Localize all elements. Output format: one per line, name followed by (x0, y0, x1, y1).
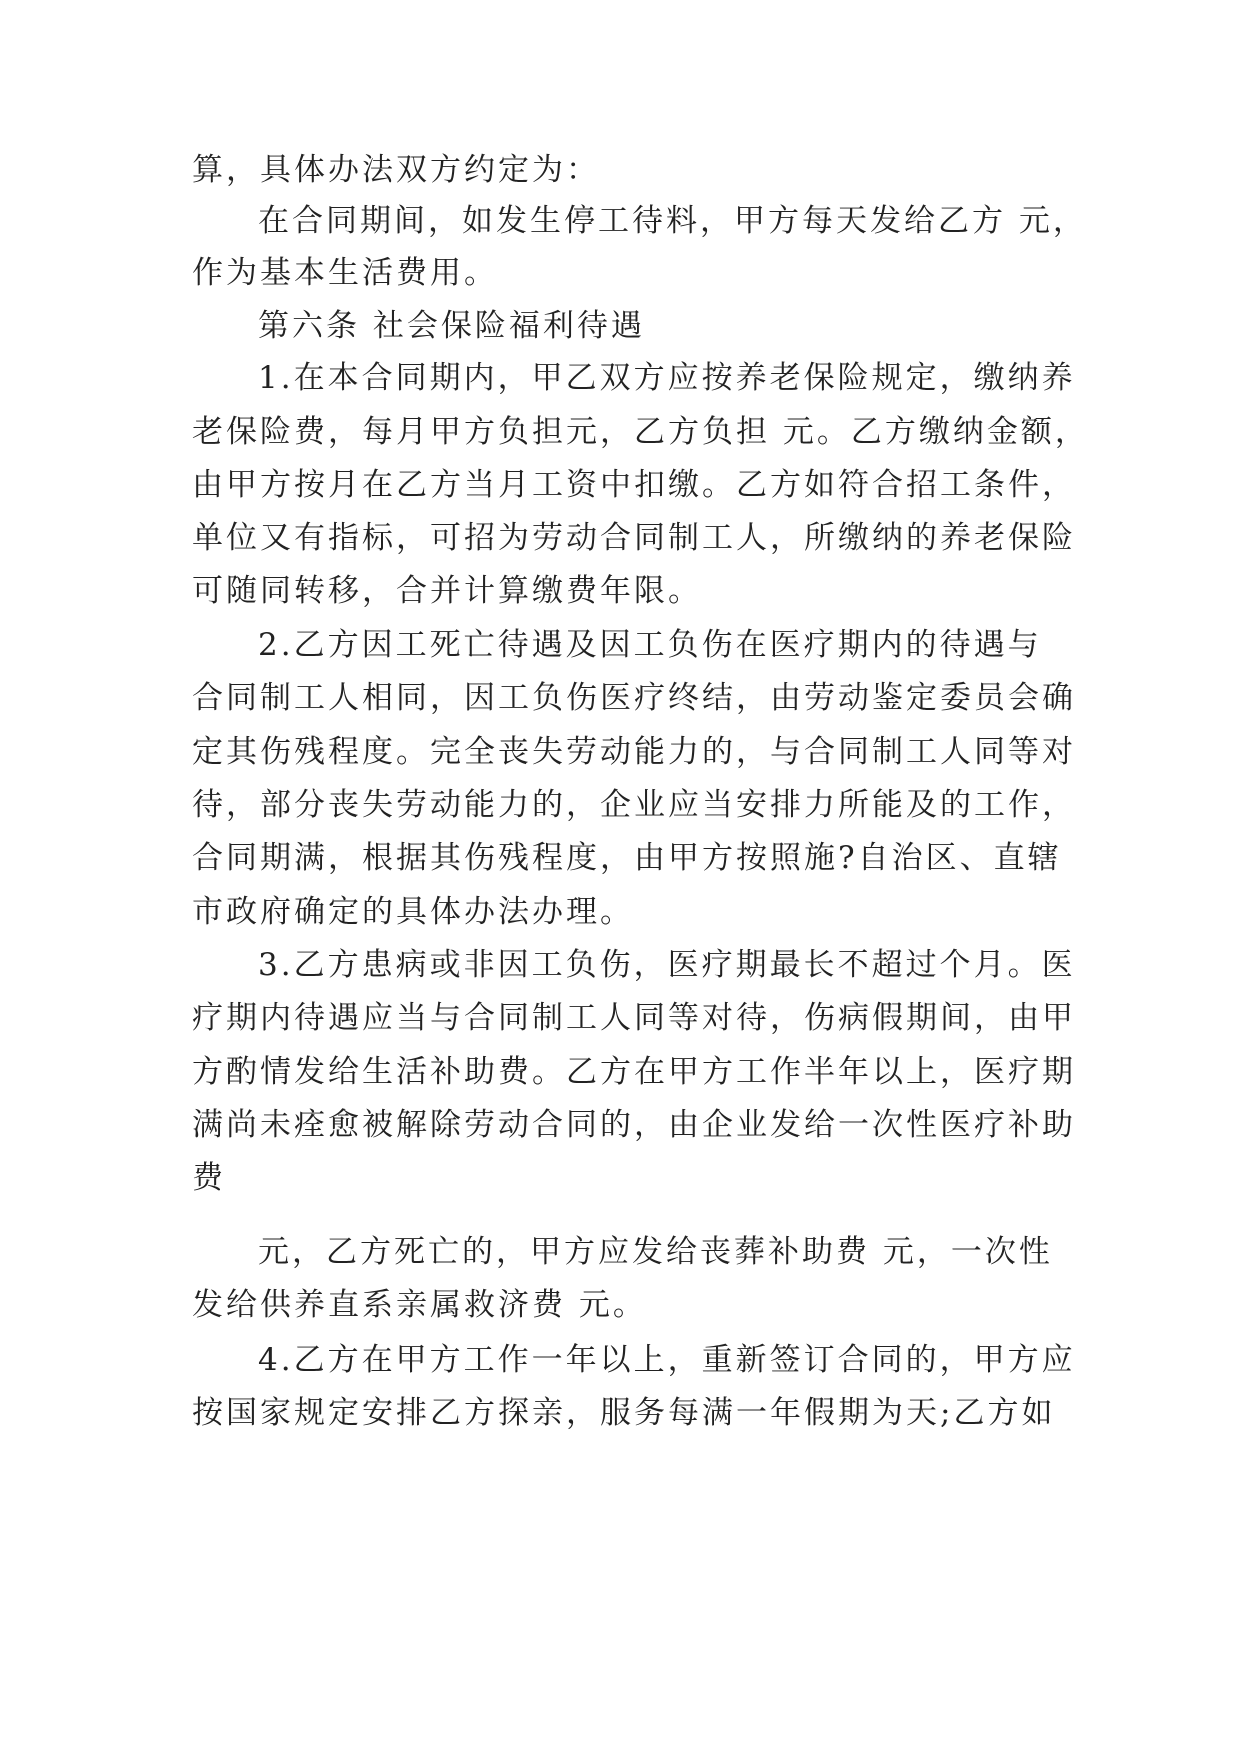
text-line: 发给供养直系亲属救济费 元。 (192, 1287, 647, 1323)
text-line: 4.乙方在甲方工作一年以上，重新签订合同的，甲方应 (258, 1342, 1076, 1378)
text-line: 定其伤残程度。完全丧失劳动能力的，与合同制工人同等对 (192, 734, 1076, 770)
text-line: 可随同转移，合并计算缴费年限。 (192, 573, 702, 609)
text-line: 方酌情发给生活补助费。乙方在甲方工作半年以上，医疗期 (192, 1054, 1076, 1090)
text-line: 元，乙方死亡的，甲方应发给丧葬补助费 元，一次性 (258, 1234, 1053, 1270)
text-line: 1.在本合同期内，甲乙双方应按养老保险规定，缴纳养 (258, 360, 1076, 396)
section-heading: 第六条 社会保险福利待遇 (258, 308, 645, 344)
text-line: 市政府确定的具体办法办理。 (192, 894, 634, 930)
text-line: 费 (192, 1160, 226, 1196)
text-line: 按国家规定安排乙方探亲，服务每满一年假期为天;乙方如 (192, 1395, 1056, 1431)
text-line: 2.乙方因工死亡待遇及因工负伤在医疗期内的待遇与 (258, 627, 1042, 663)
text-line: 合同制工人相同，因工负伤医疗终结，由劳动鉴定委员会确 (192, 680, 1076, 716)
text-line: 在合同期间，如发生停工待料，甲方每天发给乙方 元， (258, 203, 1087, 239)
text-line: 待，部分丧失劳动能力的，企业应当安排力所能及的工作， (192, 787, 1076, 823)
text-line: 单位又有指标，可招为劳动合同制工人，所缴纳的养老保险 (192, 520, 1076, 556)
text-line: 疗期内待遇应当与合同制工人同等对待，伤病假期间，由甲 (192, 1000, 1076, 1036)
text-line: 由甲方按月在乙方当月工资中扣缴。乙方如符合招工条件， (192, 467, 1076, 503)
text-line: 算，具体办法双方约定为： (192, 152, 600, 188)
text-line: 3.乙方患病或非因工负伤，医疗期最长不超过个月。医 (258, 947, 1076, 983)
text-line: 老保险费，每月甲方负担元，乙方负担 元。乙方缴纳金额， (192, 414, 1089, 450)
text-line: 作为基本生活费用。 (192, 255, 498, 291)
text-line: 满尚未痊愈被解除劳动合同的，由企业发给一次性医疗补助 (192, 1107, 1076, 1143)
text-line: 合同期满，根据其伤残程度，由甲方按照施?自治区、直辖 (192, 840, 1062, 876)
